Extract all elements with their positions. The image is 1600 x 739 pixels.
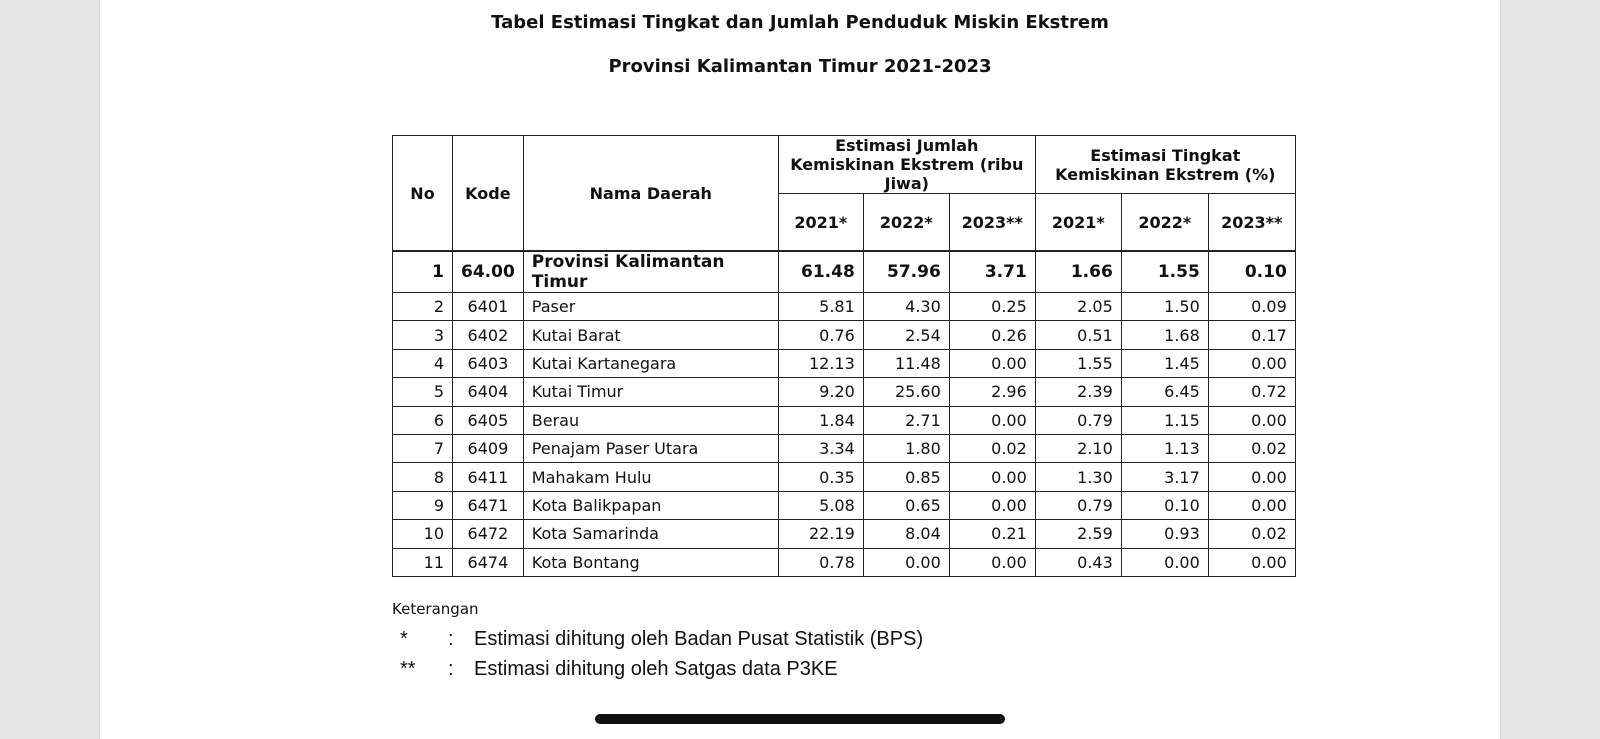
cell-no: 10 <box>393 520 453 548</box>
cell-no: 5 <box>393 378 453 406</box>
notes-heading: Keterangan <box>392 600 479 618</box>
cell-tingkat-2022: 0.10 <box>1121 491 1208 519</box>
header-year: 2023** <box>949 194 1035 252</box>
cell-jumlah-2023: 0.25 <box>949 293 1035 321</box>
table-row <box>393 548 1296 576</box>
cell-jumlah-2022: 0.85 <box>863 463 949 491</box>
cell-tingkat-2021: 2.10 <box>1035 434 1121 462</box>
cell-nama-daerah: Provinsi Kalimantan Timur <box>523 251 778 293</box>
cell-jumlah-2022: 2.71 <box>863 406 949 434</box>
table-row <box>393 406 1296 434</box>
cell-jumlah-2021: 0.78 <box>778 548 863 576</box>
cell-tingkat-2023: 0.00 <box>1208 349 1295 377</box>
cell-tingkat-2022: 0.00 <box>1121 548 1208 576</box>
cell-no: 11 <box>393 548 453 576</box>
cell-tingkat-2021: 2.39 <box>1035 378 1121 406</box>
cell-jumlah-2021: 12.13 <box>778 349 863 377</box>
cell-jumlah-2021: 5.08 <box>778 491 863 519</box>
header-year: 2022* <box>1121 194 1208 252</box>
poverty-table <box>392 135 1296 577</box>
cell-jumlah-2022: 8.04 <box>863 520 949 548</box>
header-group-jumlah: Estimasi Jumlah Kemiskinan Ekstrem (ribu Jiwa) <box>778 136 1035 194</box>
home-indicator-bar[interactable] <box>595 714 1005 724</box>
cell-tingkat-2021: 1.30 <box>1035 463 1121 491</box>
cell-kode: 6405 <box>453 406 524 434</box>
table-row <box>393 349 1296 377</box>
document-subtitle: Provinsi Kalimantan Timur 2021-2023 <box>608 56 992 77</box>
cell-nama-daerah: Kutai Timur <box>523 378 778 406</box>
table-row <box>393 491 1296 519</box>
cell-tingkat-2022: 6.45 <box>1121 378 1208 406</box>
cell-tingkat-2021: 2.05 <box>1035 293 1121 321</box>
note-colon: : <box>448 627 454 650</box>
cell-kode: 6411 <box>453 463 524 491</box>
cell-tingkat-2021: 1.66 <box>1035 251 1121 293</box>
cell-jumlah-2021: 3.34 <box>778 434 863 462</box>
cell-no: 8 <box>393 463 453 491</box>
notes-section <box>392 600 923 684</box>
note-text: Estimasi dihitung oleh Badan Pusat Statistik (BPS) <box>474 627 924 650</box>
cell-no: 9 <box>393 491 453 519</box>
document-page <box>100 0 1500 739</box>
table-row <box>393 463 1296 491</box>
cell-kode: 6404 <box>453 378 524 406</box>
cell-tingkat-2021: 1.55 <box>1035 349 1121 377</box>
cell-tingkat-2021: 2.59 <box>1035 520 1121 548</box>
note-symbol: * <box>400 627 408 650</box>
cell-jumlah-2023: 2.96 <box>949 378 1035 406</box>
cell-nama-daerah: Kota Bontang <box>523 548 778 576</box>
cell-tingkat-2023: 0.72 <box>1208 378 1295 406</box>
table-row <box>393 520 1296 548</box>
cell-jumlah-2021: 61.48 <box>778 251 863 293</box>
cell-jumlah-2022: 0.65 <box>863 491 949 519</box>
cell-nama-daerah: Kota Samarinda <box>523 520 778 548</box>
cell-jumlah-2023: 0.00 <box>949 463 1035 491</box>
cell-tingkat-2021: 0.43 <box>1035 548 1121 576</box>
note-item <box>392 624 923 654</box>
cell-kode: 6402 <box>453 321 524 349</box>
cell-tingkat-2022: 1.68 <box>1121 321 1208 349</box>
cell-kode: 6471 <box>453 491 524 519</box>
cell-jumlah-2022: 4.30 <box>863 293 949 321</box>
cell-jumlah-2022: 11.48 <box>863 349 949 377</box>
cell-jumlah-2023: 0.00 <box>949 349 1035 377</box>
cell-jumlah-2023: 0.02 <box>949 434 1035 462</box>
cell-jumlah-2021: 5.81 <box>778 293 863 321</box>
cell-jumlah-2022: 57.96 <box>863 251 949 293</box>
cell-tingkat-2022: 1.45 <box>1121 349 1208 377</box>
header-no: No <box>393 136 453 252</box>
cell-nama-daerah: Mahakam Hulu <box>523 463 778 491</box>
cell-jumlah-2023: 3.71 <box>949 251 1035 293</box>
cell-tingkat-2022: 0.93 <box>1121 520 1208 548</box>
cell-no: 4 <box>393 349 453 377</box>
cell-no: 6 <box>393 406 453 434</box>
cell-jumlah-2022: 2.54 <box>863 321 949 349</box>
cell-kode: 6401 <box>453 293 524 321</box>
table-row <box>393 378 1296 406</box>
cell-nama-daerah: Paser <box>523 293 778 321</box>
table-row <box>393 251 1296 293</box>
cell-no: 2 <box>393 293 453 321</box>
cell-jumlah-2022: 1.80 <box>863 434 949 462</box>
header-year: 2023** <box>1208 194 1295 252</box>
cell-no: 7 <box>393 434 453 462</box>
cell-kode: 6472 <box>453 520 524 548</box>
cell-nama-daerah: Penajam Paser Utara <box>523 434 778 462</box>
cell-kode: 6474 <box>453 548 524 576</box>
note-colon: : <box>448 657 454 680</box>
cell-jumlah-2023: 0.00 <box>949 491 1035 519</box>
cell-jumlah-2022: 25.60 <box>863 378 949 406</box>
table-row <box>393 321 1296 349</box>
cell-tingkat-2022: 3.17 <box>1121 463 1208 491</box>
cell-kode: 64.00 <box>453 251 524 293</box>
cell-jumlah-2023: 0.00 <box>949 548 1035 576</box>
table-row <box>393 434 1296 462</box>
cell-nama-daerah: Kutai Kartanegara <box>523 349 778 377</box>
header-year: 2021* <box>778 194 863 252</box>
cell-nama-daerah: Berau <box>523 406 778 434</box>
cell-tingkat-2023: 0.02 <box>1208 434 1295 462</box>
note-text: Estimasi dihitung oleh Satgas data P3KE <box>474 657 838 680</box>
cell-kode: 6403 <box>453 349 524 377</box>
cell-tingkat-2022: 1.15 <box>1121 406 1208 434</box>
cell-jumlah-2022: 0.00 <box>863 548 949 576</box>
note-symbol: ** <box>400 657 416 680</box>
table-row <box>393 293 1296 321</box>
header-nama-daerah: Nama Daerah <box>523 136 778 252</box>
cell-tingkat-2023: 0.02 <box>1208 520 1295 548</box>
cell-tingkat-2022: 1.50 <box>1121 293 1208 321</box>
cell-jumlah-2021: 22.19 <box>778 520 863 548</box>
cell-kode: 6409 <box>453 434 524 462</box>
cell-tingkat-2022: 1.55 <box>1121 251 1208 293</box>
cell-nama-daerah: Kota Balikpapan <box>523 491 778 519</box>
cell-tingkat-2023: 0.10 <box>1208 251 1295 293</box>
cell-tingkat-2023: 0.00 <box>1208 463 1295 491</box>
cell-tingkat-2023: 0.17 <box>1208 321 1295 349</box>
note-item <box>392 654 923 684</box>
cell-tingkat-2021: 0.79 <box>1035 491 1121 519</box>
header-kode: Kode <box>453 136 524 252</box>
cell-tingkat-2023: 0.00 <box>1208 548 1295 576</box>
cell-jumlah-2021: 0.35 <box>778 463 863 491</box>
header-group-tingkat: Estimasi Tingkat Kemiskinan Ekstrem (%) <box>1035 136 1295 194</box>
table-body <box>393 251 1296 576</box>
cell-tingkat-2023: 0.09 <box>1208 293 1295 321</box>
header-year: 2022* <box>863 194 949 252</box>
cell-tingkat-2023: 0.00 <box>1208 406 1295 434</box>
cell-jumlah-2023: 0.00 <box>949 406 1035 434</box>
cell-jumlah-2021: 0.76 <box>778 321 863 349</box>
cell-jumlah-2021: 9.20 <box>778 378 863 406</box>
cell-jumlah-2023: 0.26 <box>949 321 1035 349</box>
header-year: 2021* <box>1035 194 1121 252</box>
cell-tingkat-2021: 0.51 <box>1035 321 1121 349</box>
cell-tingkat-2023: 0.00 <box>1208 491 1295 519</box>
cell-no: 3 <box>393 321 453 349</box>
document-title: Tabel Estimasi Tingkat dan Jumlah Penduduk Miskin Ekstrem <box>491 12 1109 33</box>
cell-tingkat-2022: 1.13 <box>1121 434 1208 462</box>
cell-tingkat-2021: 0.79 <box>1035 406 1121 434</box>
cell-jumlah-2021: 1.84 <box>778 406 863 434</box>
cell-nama-daerah: Kutai Barat <box>523 321 778 349</box>
cell-no: 1 <box>393 251 453 293</box>
cell-jumlah-2023: 0.21 <box>949 520 1035 548</box>
